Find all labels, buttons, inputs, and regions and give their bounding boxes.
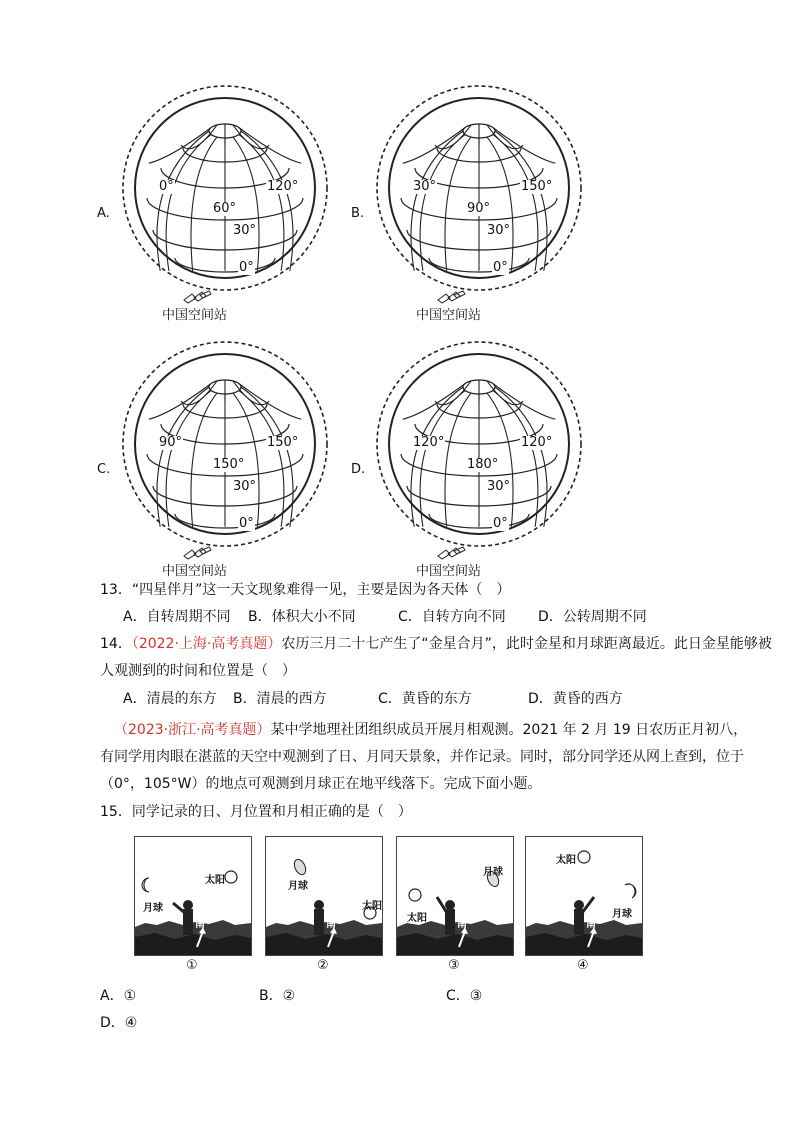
observation-photo <box>134 836 252 956</box>
globe-figure <box>120 336 330 579</box>
sun-label: 太阳 <box>407 913 427 924</box>
q14-stem-line2: 人观测到的时间和位置是（ ） <box>100 663 296 679</box>
latitude-label-30: 30° <box>487 479 511 494</box>
passage-text-1: 某中学地理社团组织成员开展月相观测。2021 年 2 月 19 日农历正月初八， <box>270 722 748 738</box>
space-station-icon <box>436 290 466 304</box>
photo-scene <box>526 837 642 955</box>
globe-figure <box>374 336 584 579</box>
q15-option-a[interactable]: A．① <box>100 988 137 1004</box>
south-direction-label: 南 <box>326 919 336 930</box>
space-station-label: 中国空间站 <box>416 308 482 323</box>
space-station-label: 中国空间站 <box>416 564 482 579</box>
sun-label: 太阳 <box>205 875 225 886</box>
longitude-label-right: 150° <box>521 179 553 194</box>
longitude-label-center: 60° <box>213 201 237 216</box>
passage-source: （2023·浙江·高考真题） <box>114 722 271 738</box>
q15-stem: 15．同学记录的日、月位置和月相正确的是（ ） <box>100 804 412 820</box>
photo-number: ④ <box>577 958 589 973</box>
globe-figure <box>374 80 584 323</box>
longitude-label-left: 0° <box>159 179 174 194</box>
moon-label: 月球 <box>483 867 503 878</box>
q15-option-b[interactable]: B．② <box>259 988 296 1004</box>
q15-option-c[interactable]: C．③ <box>446 988 483 1004</box>
photo-number: ① <box>186 958 198 973</box>
longitude-label-left: 90° <box>159 435 183 450</box>
longitude-label-center: 150° <box>213 457 245 472</box>
q14-stem-line1 <box>100 634 772 654</box>
photo-scene <box>135 837 251 955</box>
latitude-label-0: 0° <box>239 516 254 531</box>
photo-number: ③ <box>448 958 460 973</box>
q14-option-b[interactable]: B．清晨的西方 <box>233 691 327 707</box>
space-station-icon <box>182 290 212 304</box>
q14-option-a[interactable]: A．清晨的东方 <box>123 691 217 707</box>
globe-drawing <box>374 80 584 312</box>
sun-label: 太阳 <box>556 855 576 866</box>
q13-options <box>123 607 647 627</box>
q13-stem: 13．“四星伴月”这一天文现象难得一见，主要是因为各天体（ ） <box>100 582 511 598</box>
latitude-label-0: 0° <box>493 516 508 531</box>
longitude-label-left: 120° <box>413 435 445 450</box>
q13-option-a[interactable]: A．自转周期不同 <box>123 609 231 625</box>
sun-label: 太阳 <box>362 901 382 912</box>
observation-photo <box>265 836 383 956</box>
passage-line3: （0°，105°W）的地点可观测到月球正在地平线落下。完成下面小题。 <box>100 776 542 792</box>
longitude-label-right: 120° <box>521 435 553 450</box>
latitude-label-0: 0° <box>493 260 508 275</box>
globe-option-letter[interactable]: C. <box>97 462 111 477</box>
q14-option-d[interactable]: D．黄昏的西方 <box>528 691 623 707</box>
longitude-label-left: 30° <box>413 179 437 194</box>
globe-figure <box>120 80 330 323</box>
passage-line1 <box>114 720 747 740</box>
moon-label: 月球 <box>143 903 163 914</box>
q13-option-d[interactable]: D．公转周期不同 <box>538 609 647 625</box>
observation-photo <box>396 836 514 956</box>
q13-option-c[interactable]: C．自转方向不同 <box>398 609 506 625</box>
photo-number: ② <box>317 958 329 973</box>
south-direction-label: 南 <box>586 919 596 930</box>
q14-option-c[interactable]: C．黄昏的东方 <box>378 691 472 707</box>
globe-option-letter[interactable]: A. <box>97 206 110 221</box>
longitude-label-right: 150° <box>267 435 299 450</box>
latitude-label-30: 30° <box>233 223 257 238</box>
globe-option-letter[interactable]: B. <box>351 206 365 221</box>
observation-photo <box>525 836 643 956</box>
latitude-label-30: 30° <box>233 479 257 494</box>
passage-line2: 有同学用肉眼在湛蓝的天空中观测到了日、月同天景象，并作记录。同时，部分同学还从网上查到，位于 <box>100 749 744 765</box>
globe-drawing <box>374 336 584 568</box>
south-direction-label: 南 <box>457 919 467 930</box>
latitude-label-30: 30° <box>487 223 511 238</box>
longitude-label-center: 180° <box>467 457 499 472</box>
moon-label: 月球 <box>288 881 308 892</box>
photo-scene <box>266 837 382 955</box>
photo-scene <box>397 837 513 955</box>
q14-stem-text: 农历三月二十七产生了“金星合月”，此时金星和月球距离最近。此日金星能够被 <box>281 636 772 652</box>
latitude-label-0: 0° <box>239 260 254 275</box>
q14-source: （2022·上海·高考真题） <box>131 636 282 652</box>
globe-drawing <box>120 80 330 312</box>
globe-option-letter[interactable]: D. <box>351 462 366 477</box>
space-station-icon <box>182 546 212 560</box>
space-station-label: 中国空间站 <box>162 308 228 323</box>
longitude-label-right: 120° <box>267 179 299 194</box>
space-station-icon <box>436 546 466 560</box>
space-station-label: 中国空间站 <box>162 564 228 579</box>
q14-options <box>123 689 623 709</box>
south-direction-label: 南 <box>195 919 205 930</box>
q14-number: 14． <box>100 636 132 652</box>
q15-option-d[interactable]: D．④ <box>100 1015 138 1031</box>
globe-drawing <box>120 336 330 568</box>
moon-label: 月球 <box>612 909 632 920</box>
longitude-label-center: 90° <box>467 201 491 216</box>
q13-option-b[interactable]: B．体积大小不同 <box>248 609 356 625</box>
